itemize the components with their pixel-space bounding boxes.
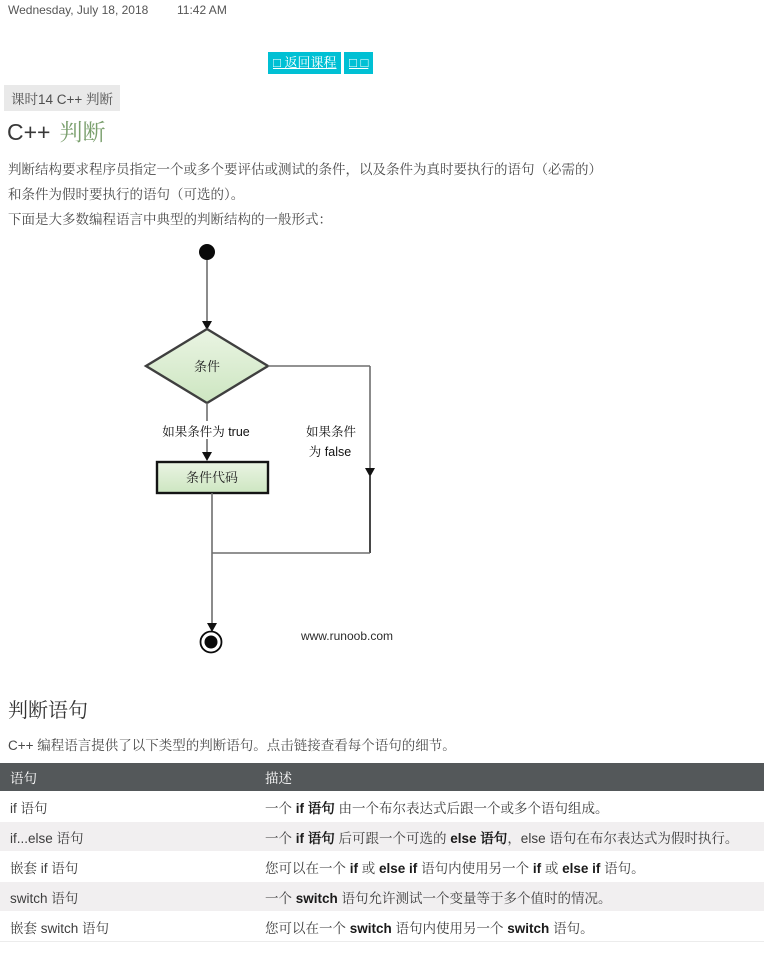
page-title — [7, 114, 105, 147]
description-cell: 您可以在一个 if 或 else if 语句内使用另一个 if 或 else if 语句。 — [255, 852, 764, 882]
table-row — [0, 792, 764, 822]
section-heading: 判断语句 — [8, 700, 88, 722]
date-text: Wednesday, July 18, 2018 — [8, 3, 149, 17]
section-intro: C++ 编程语言提供了以下类型的判断语句。点击链接查看每个语句的细节。 — [8, 738, 456, 753]
description-cell: 一个 if 语句 由一个布尔表达式后跟一个或多个语句组成。 — [255, 792, 764, 822]
table-row — [0, 912, 764, 942]
start-node — [199, 244, 215, 260]
intro-paragraph — [8, 157, 756, 232]
back-to-course-link[interactable]: □ 返回课程 — [268, 52, 341, 74]
arrowhead-icon — [365, 468, 375, 477]
statements-table — [0, 763, 764, 942]
page-meta — [8, 3, 408, 19]
statement-cell: 嵌套 switch 语句 — [0, 912, 255, 942]
table-row — [0, 822, 764, 852]
false-branch-label-line1: 如果条件 — [305, 425, 357, 439]
intro-line-1: 判断结构要求程序员指定一个或多个要评估或测试的条件，以及条件为真时要执行的语句（必需的） — [8, 162, 602, 177]
intro-line-2: 和条件为假时要执行的语句（可选的）。 — [8, 187, 245, 202]
statement-cell: if...else 语句 — [0, 822, 255, 852]
description-cell: 您可以在一个 switch 语句内使用另一个 switch 语句。 — [255, 912, 764, 942]
decision-flowchart — [140, 240, 440, 660]
statement-cell: switch 语句 — [0, 882, 255, 912]
condition-label: 条件 — [193, 359, 221, 374]
extra-placeholder-link[interactable]: □ □ — [344, 52, 373, 74]
intro-line-3: 下面是大多数编程语言中典型的判断结构的一般形式： — [8, 212, 332, 227]
description-cell: 一个 if 语句 后可跟一个可选的 else 语句，else 语句在布尔表达式为假时执行。 — [255, 822, 764, 852]
time-text: 11:42 AM — [177, 3, 227, 17]
table-header-row — [0, 763, 764, 792]
statement-cell: if 语句 — [0, 792, 255, 822]
header-statement: 语句 — [0, 763, 255, 792]
end-node — [205, 636, 218, 649]
condition-code-label: 条件代码 — [185, 470, 239, 485]
header-description: 描述 — [255, 763, 764, 792]
watermark-text: www.runoob.com — [300, 629, 394, 643]
false-branch-label-line2: 为 false — [308, 445, 352, 459]
page-title-suffix: 判断 — [59, 119, 106, 145]
description-cell: 一个 switch 语句允许测试一个变量等于多个值时的情况。 — [255, 882, 764, 912]
table-row — [0, 852, 764, 882]
arrowhead-icon — [202, 452, 212, 461]
lesson-tag: 课时14 C++ 判断 — [4, 85, 120, 111]
statement-cell: 嵌套 if 语句 — [0, 852, 255, 882]
true-branch-label: 如果条件为 true — [162, 425, 250, 439]
table-row — [0, 882, 764, 912]
page-title-prefix: C++ — [7, 119, 51, 145]
